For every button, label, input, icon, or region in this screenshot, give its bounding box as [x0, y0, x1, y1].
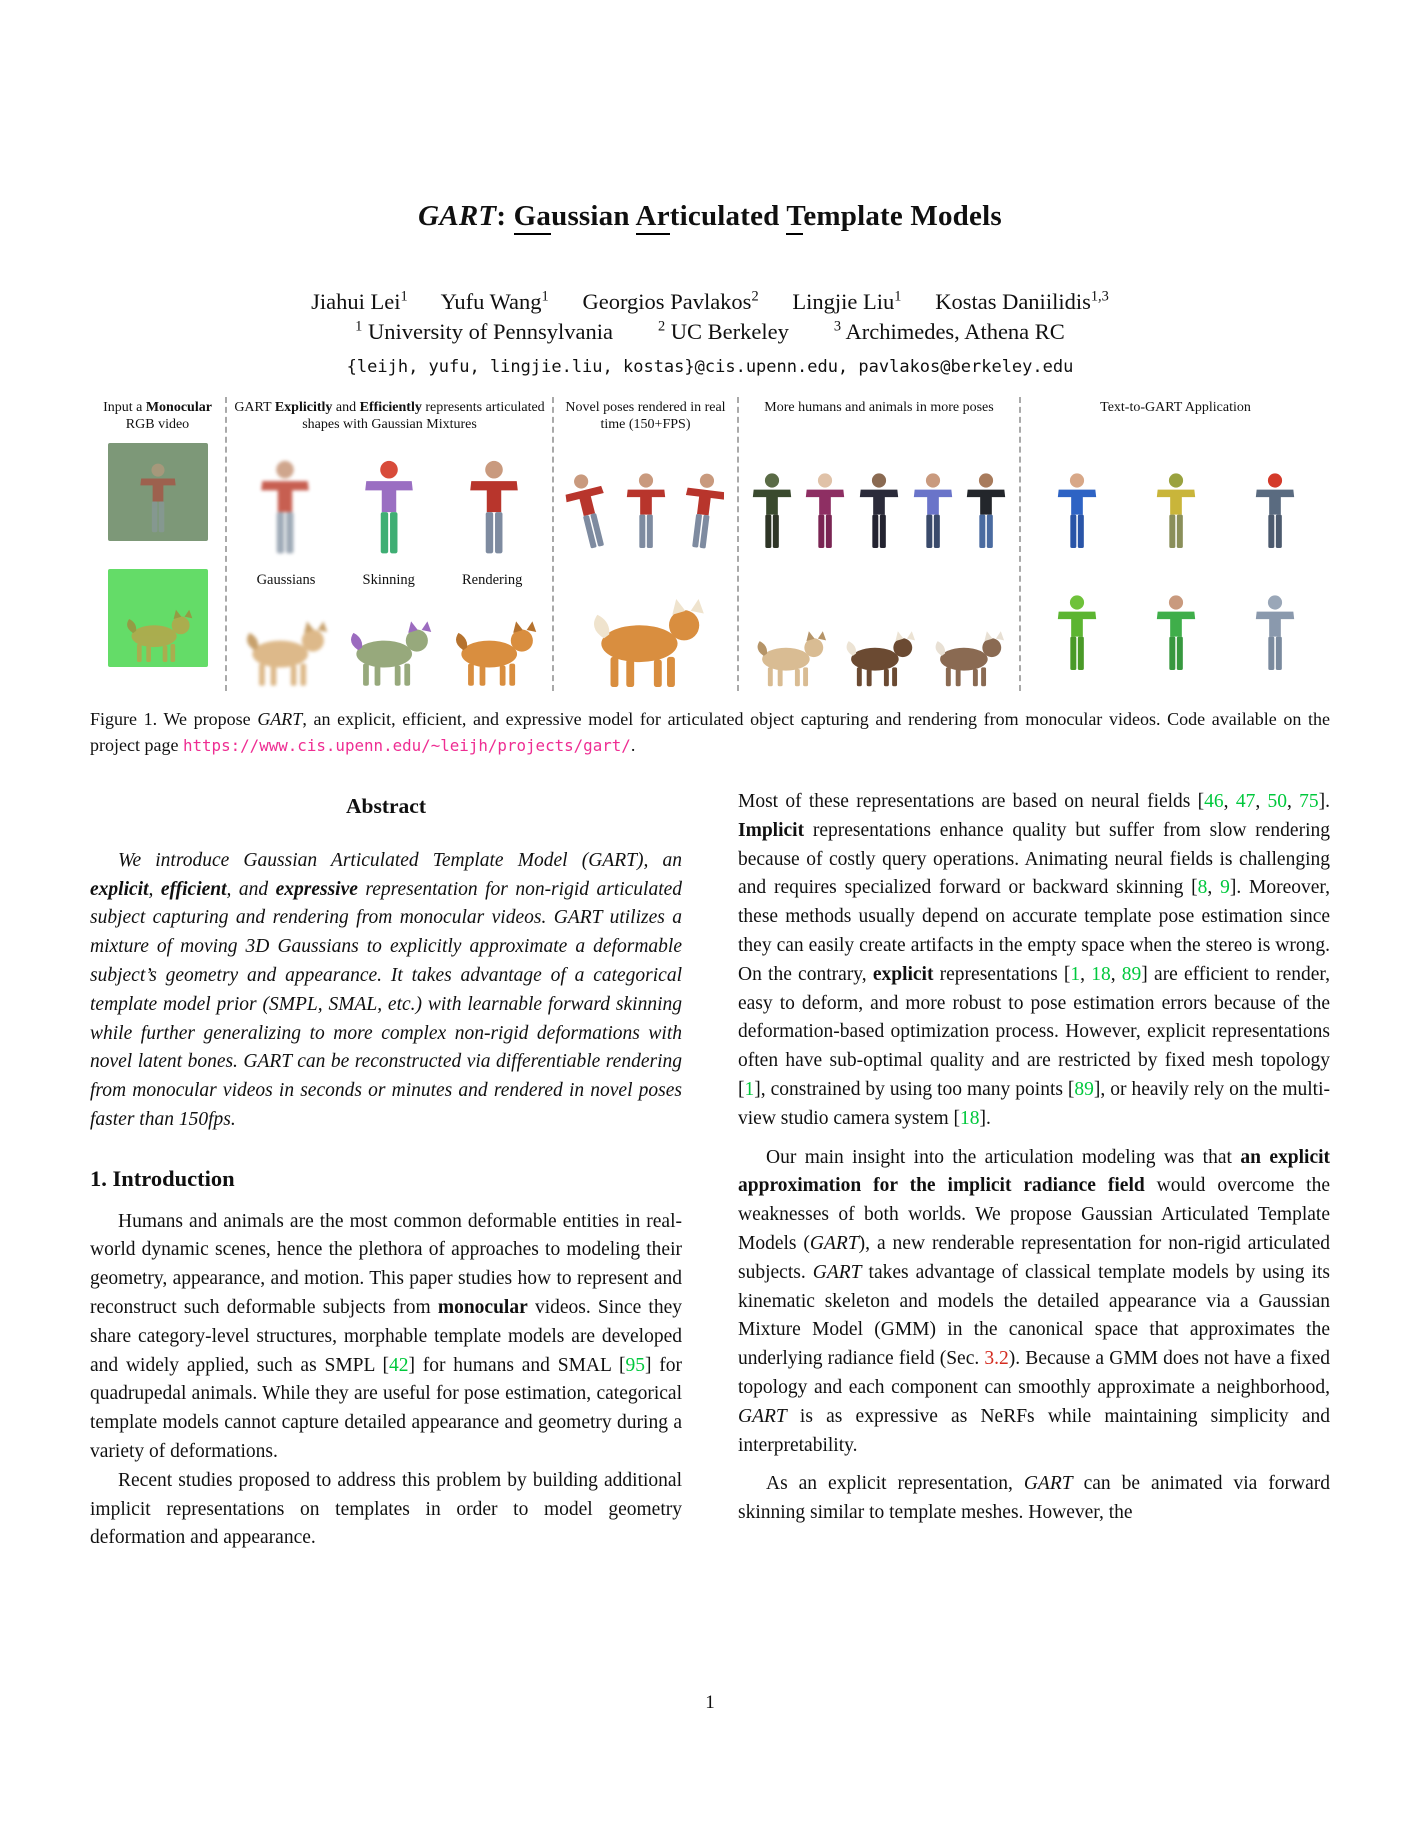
citation-link[interactable]: 89: [1074, 1078, 1094, 1100]
figure-column-representation: [225, 397, 552, 691]
project-url-link[interactable]: https://www.cis.upenn.edu/~leijh/projects/gart/: [182, 735, 631, 755]
dog-figure-walking: [571, 599, 721, 691]
dog-figure-skinning: [341, 619, 437, 691]
citation-link[interactable]: 1: [744, 1078, 755, 1100]
person-figure-dark-dress: [854, 457, 904, 569]
person-figure-surgeon: [1151, 579, 1201, 691]
dog-figure: [119, 607, 197, 667]
person-figure: [135, 459, 181, 541]
right-column: [738, 788, 1330, 1553]
figure-1: [90, 397, 1330, 691]
abstract-heading: Abstract: [345, 794, 426, 818]
citation-link[interactable]: 50: [1267, 791, 1287, 812]
section-ref-link[interactable]: 3.2: [984, 1348, 1009, 1370]
citation-link[interactable]: 95: [625, 1354, 645, 1376]
right-column-paragraph-1: Most of these representations are based on neural fields [46, 47, 50, 75]. Implicit representations enhance quality but suffer from slow rendering because of costly query operations. Animating neural fields is challenging and requires specialized forward or backward skinning [8, 9]. Moreover, these methods usually depend on accurate template pose estimation since they can easily create artifacts in the empty space when the stereo is wrong. On the contrary, explicit representations [1, 18, 89] are efficient to render, easy to deform, and more robust to pose estimation errors because of the deformation-based optimization process. However, explicit representations often have sub-optimal quality and are restricted by fixed mesh topology [1], constrained by using too many points [89], or heavily rely on the multi-view studio camera system [18].: [738, 791, 1331, 1129]
person-figure-blue-jacket: [908, 457, 958, 569]
frog-figure-green: [1052, 579, 1102, 691]
dog-figure-gaussians: [237, 619, 333, 691]
label-rendering: Rendering: [462, 571, 523, 588]
novel-poses-human-row: [560, 439, 731, 569]
person-figure-green-man: [747, 457, 797, 569]
introduction-paragraph-2: Recent studies proposed to address this problem by building additional implicit representations on templates in order to model geometry deformation and appearance.: [90, 1469, 682, 1549]
figure-column-representation-header: GART Explicitly and Efficiently represents articulated shapes with Gaussian Mixtures: [234, 400, 545, 432]
more-subjects-dog-row: [745, 591, 1013, 691]
dog-figure-bulldog: [749, 629, 831, 691]
person-figure-gaussians: [254, 451, 316, 569]
person-figure-pose-2: [621, 457, 671, 569]
citation-link[interactable]: 42: [388, 1354, 409, 1376]
input-video-frame-dog: [108, 569, 208, 667]
figure-column-text-to-gart: [1019, 397, 1330, 691]
page-title: GART: Gaussian Articulated Template Models: [90, 200, 1330, 233]
text-to-gart-row-1: [1027, 439, 1324, 569]
introduction-paragraph-1: Humans and animals are the most common deformable entities in real-world dynamic scenes, hence the plethora of approaches to modeling their geometry, appearance, and motion. This paper studies how to represent and reconstruct such deformable subjects from monocular videos. Since they share category-level structures, morphable template models are developed and widely applied, such as SMPL [42] for humans and SMAL [95] for quadrupedal animals. While they are useful for pose estimation, categorical template models cannot capture detailed appearance and geometry during a variety of deformations.: [90, 1210, 682, 1462]
person-figure-magenta-gown: [800, 457, 850, 569]
introduction-heading: 1. Introduction: [90, 1165, 235, 1191]
person-figure-pose-3: [671, 454, 734, 571]
citation-link[interactable]: 18: [1091, 963, 1111, 985]
email-line: {leijh, yufu, lingjie.liu, kostas}@cis.upenn.edu, pavlakos@berkeley.edu: [346, 357, 1074, 377]
text-to-gart-row-2: [1027, 591, 1324, 691]
robot-figure-yellow: [1151, 457, 1201, 569]
person-figure-police-officer: [1052, 457, 1102, 569]
person-figure-pose-1: [551, 453, 627, 574]
citation-link[interactable]: 8: [1197, 877, 1208, 899]
citation-link[interactable]: 89: [1121, 963, 1142, 985]
person-figure-black-tshirt: [961, 457, 1011, 569]
person-figure-rendering: [463, 451, 525, 569]
representation-human-row: [233, 439, 546, 569]
novel-poses-spacer: [560, 569, 731, 591]
citation-link[interactable]: 18: [960, 1107, 980, 1129]
figure-1-caption: Figure 1. We propose GART, an explicit, efficient, and expressive model for articulated object capturing and rendering from monocular videos. Code available on the project page https://www.cis.upenn.edu/~leijh/projects/gart/.: [90, 709, 1330, 755]
robot-figure-red-head: [1250, 457, 1300, 569]
citation-link[interactable]: 1: [1070, 963, 1081, 985]
more-subjects-spacer: [745, 569, 1013, 591]
representation-stage-labels: [233, 569, 546, 591]
citation-link[interactable]: 75: [1299, 791, 1319, 812]
label-gaussians: Gaussians: [256, 571, 316, 588]
person-figure-skinning: [358, 451, 420, 569]
left-column: [90, 788, 682, 1553]
figure-column-input: [90, 397, 225, 691]
more-subjects-human-row: [745, 439, 1013, 569]
citation-link[interactable]: 9: [1220, 877, 1230, 899]
authors-line: Jiahui Lei$^1$ Yufu Wang$^1$ Georgios Pavlakos$^2$ Lingjie Liu$^1$ Kostas Daniilidis$^{1,3}$: [311, 288, 1109, 314]
figure-column-novel-poses: [552, 397, 737, 691]
figure-column-more-subjects: [737, 397, 1019, 691]
affiliations-line: $^1$ University of Pennsylvania $^2$ UC Berkeley $^3$ Archimedes, Athena RC: [355, 318, 1065, 344]
dog-figure-beagle: [838, 629, 920, 691]
right-column-paragraph-2: Our main insight into the articulation modeling was that an explicit approximation for the implicit radiance field would overcome the weaknesses of both worlds. We propose Gaussian Articulated Template Models (GART), a new renderable representation for non-rigid articulated subjects. GART takes advantage of classical template models by using its kinematic skeleton and models the detailed appearance via a Gaussian Mixture Model (GMM) in the canonical space that approximates the underlying radiance field (Sec. 3.2). Because a GMM does not have a fixed topology and each component can smoothly approximate a neighborhood, GART is as expressive as NeRFs while maintaining simplicity and interpretability.: [738, 1146, 1331, 1456]
body-columns: [90, 788, 1330, 1553]
abstract-paragraph: We introduce Gaussian Articulated Template Model (GART), an explicit, efficient, and expressive representation for non-rigid articulated subject capturing and rendering from monocular videos. GART utilizes a mixture of moving 3D Gaussians to explicitly approximate a deformable subject’s geometry and appearance. It takes advantage of a categorical template model prior (SMPL, SMAL, etc.) with learnable forward skinning while further generalizing to more complex non-rigid deformations with novel latent bones. GART can be reconstructed via differentiable rendering from monocular videos in seconds or minutes and rendered in novel poses faster than 150fps.: [90, 849, 683, 1130]
representation-dog-row: [233, 591, 546, 691]
label-skinning: Skinning: [362, 571, 415, 588]
input-video-frame-human: [108, 443, 208, 541]
robot-figure-grey: [1250, 579, 1300, 691]
figure-column-input-header: Input a Monocular RGB video: [103, 400, 212, 432]
figure-column-text-to-gart-header: Text-to-GART Application: [1100, 400, 1251, 415]
right-column-paragraph-3: As an explicit representation, GART can be animated via forward skinning similar to template meshes. However, the: [738, 1473, 1330, 1524]
page-number: 1: [705, 1692, 715, 1713]
novel-poses-dog-row: [560, 591, 731, 691]
citation-link[interactable]: 47: [1235, 791, 1256, 812]
dog-figure-malamute: [927, 629, 1009, 691]
figure-column-novel-poses-header: Novel poses rendered in real time (150+FPS): [565, 400, 726, 432]
abstract-body: [90, 847, 682, 1135]
dog-figure-rendering: [446, 619, 542, 691]
citation-link[interactable]: 46: [1204, 791, 1224, 812]
figure-column-more-subjects-header: More humans and animals in more poses: [764, 400, 994, 415]
